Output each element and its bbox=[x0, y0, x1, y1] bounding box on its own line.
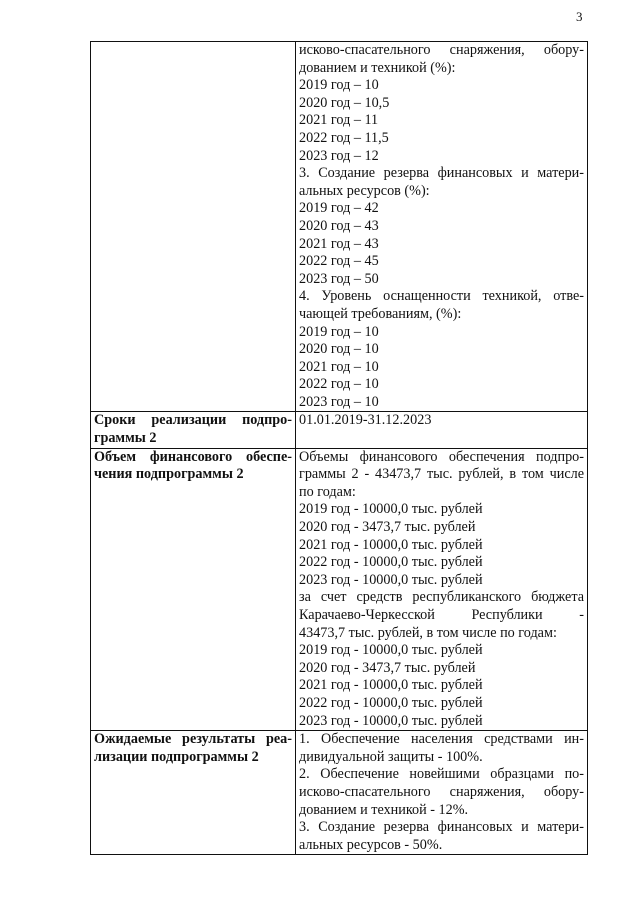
row-content-line: 4. Уровень оснащенности техникой, отве- bbox=[299, 288, 584, 305]
row-content-line: 2023 год - 10000,0 тыс. рублей bbox=[299, 571, 483, 588]
row-content-line: чающей требованиям, (%): bbox=[299, 305, 462, 322]
row-content-line: дивидуальной защиты - 100%. bbox=[299, 748, 483, 765]
row-content-cell bbox=[296, 412, 588, 448]
row-content-line: 2021 год - 10000,0 тыс. рублей bbox=[299, 536, 483, 553]
row-content-line: 2019 год - 10000,0 тыс. рублей bbox=[299, 501, 483, 518]
row-content-line: Объемы финансового обеспечения подпро- bbox=[299, 448, 584, 465]
row-content-line: 2020 год – 43 bbox=[299, 217, 379, 234]
row-content-line: за счет средств республиканского бюджета bbox=[299, 589, 584, 606]
row-content-line: 2022 год – 45 bbox=[299, 253, 379, 270]
row-content-line: 2019 год – 42 bbox=[299, 200, 379, 217]
row-content-line: 2020 год – 10 bbox=[299, 341, 379, 358]
row-content-line: 2020 год – 10,5 bbox=[299, 94, 390, 111]
row-content-line: исково-спасательного снаряжения, обору- bbox=[299, 783, 584, 800]
row-content-line: альных ресурсов (%): bbox=[299, 182, 430, 199]
row-label-line: Сроки реализации подпро- bbox=[94, 412, 292, 429]
row-label-cell bbox=[91, 412, 296, 448]
subprogram-passport-table bbox=[90, 41, 588, 855]
row-content-line: 2021 год - 10000,0 тыс. рублей bbox=[299, 677, 483, 694]
row-label-cell bbox=[91, 731, 296, 855]
row-content-cell bbox=[296, 448, 588, 731]
row-content-line: 2021 год – 43 bbox=[299, 235, 379, 252]
row-label-line: Ожидаемые результаты реа- bbox=[94, 731, 292, 748]
row-content-line: 2021 год – 10 bbox=[299, 358, 379, 375]
row-content-line: 01.01.2019-31.12.2023 bbox=[299, 412, 432, 429]
table-row bbox=[91, 42, 588, 412]
row-content-cell bbox=[296, 731, 588, 855]
row-content-line: исково-спасательного снаряжения, обору- bbox=[299, 42, 584, 58]
row-content-line: 2022 год – 11,5 bbox=[299, 129, 389, 146]
row-content-line: граммы 2 - 43473,7 тыс. рублей, в том числе bbox=[299, 466, 584, 483]
row-content-line: 2019 год - 10000,0 тыс. рублей bbox=[299, 642, 483, 659]
row-content-line: 2022 год - 10000,0 тыс. рублей bbox=[299, 554, 483, 571]
row-content-line: 1. Обеспечение населения средствами ин- bbox=[299, 731, 584, 748]
row-content-line: 2020 год - 3473,7 тыс. рублей bbox=[299, 519, 476, 536]
row-content-line: 2021 год – 11 bbox=[299, 112, 379, 129]
row-content-line: 2023 год – 12 bbox=[299, 147, 379, 164]
table-row bbox=[91, 731, 588, 855]
row-content-line: 43473,7 тыс. рублей, в том числе по годам: bbox=[299, 624, 557, 641]
row-label-cell bbox=[91, 42, 296, 412]
row-label-line: чения подпрограммы 2 bbox=[94, 466, 244, 483]
row-content-line: 2023 год - 10000,0 тыс. рублей bbox=[299, 712, 483, 729]
row-content-line: альных ресурсов - 50%. bbox=[299, 836, 443, 853]
row-content-line: 2019 год – 10 bbox=[299, 323, 379, 340]
row-content-line: 2023 год – 10 bbox=[299, 393, 379, 410]
row-content-line: 3. Создание резерва финансовых и матери- bbox=[299, 819, 584, 836]
row-content-line: по годам: bbox=[299, 483, 356, 500]
row-content-line: 2022 год - 10000,0 тыс. рублей bbox=[299, 694, 483, 711]
row-content-line: 2. Обеспечение новейшими образцами по- bbox=[299, 766, 584, 783]
row-label-line: граммы 2 bbox=[94, 430, 157, 447]
table-row bbox=[91, 448, 588, 731]
row-content-line: 2022 год – 10 bbox=[299, 376, 379, 393]
page-number: 3 bbox=[576, 9, 583, 24]
row-label-line: Объем финансового обеспе- bbox=[94, 448, 292, 465]
row-content-line: 2023 год – 50 bbox=[299, 270, 379, 287]
row-content-line: дованием и техникой - 12%. bbox=[299, 801, 469, 818]
row-content-cell bbox=[296, 42, 588, 412]
row-content-line: Карачаево-Черкесской Республики - bbox=[299, 607, 584, 623]
row-content-line: 2019 год – 10 bbox=[299, 77, 379, 94]
row-content-line: 2020 год - 3473,7 тыс. рублей bbox=[299, 659, 476, 676]
row-label-line: лизации подпрограммы 2 bbox=[94, 748, 259, 765]
row-label-cell bbox=[91, 448, 296, 731]
table-row bbox=[91, 412, 588, 448]
row-content-line: 3. Создание резерва финансовых и матери- bbox=[299, 165, 584, 182]
row-content-line: дованием и техникой (%): bbox=[299, 59, 456, 76]
